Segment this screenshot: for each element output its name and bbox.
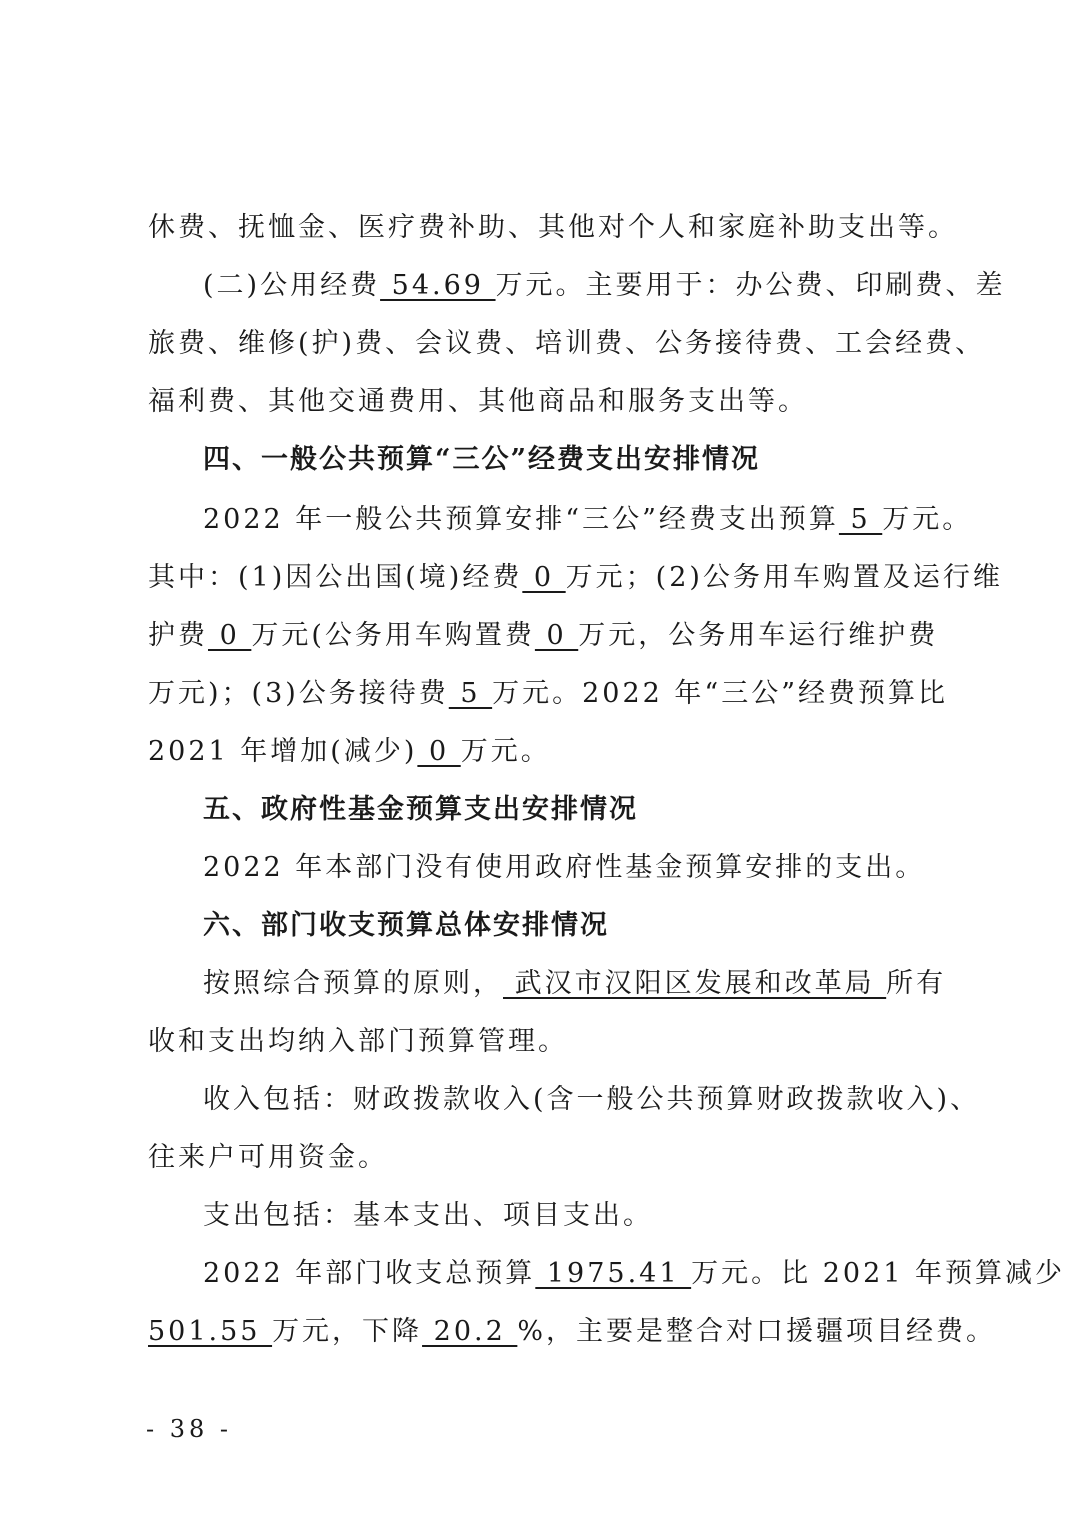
paragraph-line: 其中：(1)因公出国(境)经费 0 万元；(2)公务用车购置及运行维 xyxy=(148,562,1003,593)
paragraph-line: 支出包括：基本支出、项目支出。 xyxy=(203,1200,653,1231)
section-heading: 六、部门收支预算总体安排情况 xyxy=(203,910,609,941)
paragraph-line: 休费、抚恤金、医疗费补助、其他对个人和家庭补助支出等。 xyxy=(148,212,958,243)
page-number: - 38 - xyxy=(146,1415,233,1443)
amount-field: 0 xyxy=(208,620,252,651)
percent-field: 20.2 xyxy=(422,1316,518,1347)
paragraph-line: 收和支出均纳入部门预算管理。 xyxy=(148,1026,568,1057)
paragraph-line: 2022 年部门收支总预算 1975.41 万元。比 2021 年预算减少 xyxy=(203,1258,1066,1289)
amount-field: 5 xyxy=(838,504,883,535)
amount-field: 0 xyxy=(534,620,579,651)
paragraph-line: (二)公用经费 54.69 万元。主要用于：办公费、印刷费、差 xyxy=(203,270,1006,301)
paragraph-line: 按照综合预算的原则， 武汉市汉阳区发展和改革局 所有 xyxy=(203,968,947,999)
organization-field: 武汉市汉阳区发展和改革局 xyxy=(503,968,887,999)
amount-field: 1975.41 xyxy=(535,1258,692,1289)
amount-field: 54.69 xyxy=(380,270,496,301)
amount-field: 5 xyxy=(448,678,493,709)
amount-field: 0 xyxy=(417,736,461,767)
paragraph-line: 2021 年增加(减少) 0 万元。 xyxy=(148,736,551,767)
paragraph-line: 往来户可用资金。 xyxy=(148,1142,388,1173)
amount-field: 501.55 xyxy=(148,1316,273,1347)
paragraph-line: 万元)；(3)公务接待费 5 万元。2022 年“三公”经费预算比 xyxy=(148,678,949,709)
paragraph-line: 福利费、其他交通费用、其他商品和服务支出等。 xyxy=(148,386,808,417)
section-heading: 五、政府性基金预算支出安排情况 xyxy=(203,794,638,825)
section-heading: 四、一般公共预算“三公”经费支出安排情况 xyxy=(203,444,761,475)
paragraph-line: 护费 0 万元(公务用车购置费 0 万元，公务用车运行维护费 xyxy=(148,620,939,651)
paragraph-line: 2022 年一般公共预算安排“三公”经费支出预算 5 万元。 xyxy=(203,504,973,535)
paragraph-line: 501.55 万元，下降 20.2 %，主要是整合对口援疆项目经费。 xyxy=(148,1316,997,1347)
paragraph-line: 收入包括：财政拨款收入(含一般公共预算财政拨款收入)、 xyxy=(203,1084,981,1115)
paragraph-line: 2022 年本部门没有使用政府性基金预算安排的支出。 xyxy=(203,852,926,883)
paragraph-line: 旅费、维修(护)费、会议费、培训费、公务接待费、工会经费、 xyxy=(148,328,986,359)
amount-field: 0 xyxy=(522,562,566,593)
